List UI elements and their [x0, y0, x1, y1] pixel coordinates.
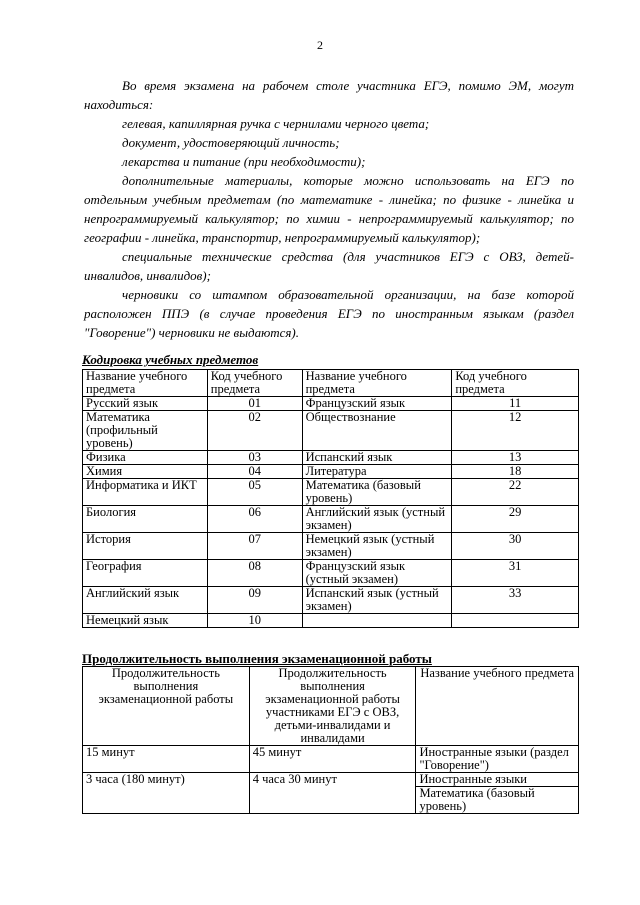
table-row — [83, 560, 579, 587]
table-row — [83, 451, 579, 465]
subject-name: Информатика и ИКТ — [83, 479, 208, 506]
subject-code: 22 — [452, 479, 579, 506]
subject-name: Английский язык — [83, 587, 208, 614]
subject-codes-table — [82, 369, 579, 628]
header-subject-name: Название учебного предмета — [83, 370, 208, 397]
subject-name: Иностранные языки — [416, 773, 579, 787]
table-row — [83, 587, 579, 614]
subject-name: Испанский язык — [302, 451, 452, 465]
subject-code: 01 — [207, 397, 302, 411]
coding-table-title: Кодировка учебных предметов — [82, 352, 259, 367]
subject-name: Французский язык (устный экзамен) — [302, 560, 452, 587]
subject-code: 30 — [452, 533, 579, 560]
subject-code: 06 — [207, 506, 302, 533]
table-row — [83, 465, 579, 479]
table-header-row — [83, 667, 579, 746]
subject-code — [452, 614, 579, 628]
duration: 3 часа (180 минут) — [83, 773, 250, 814]
exam-duration-table — [82, 666, 579, 814]
subject-code: 29 — [452, 506, 579, 533]
subject-name: Французский язык — [302, 397, 452, 411]
subject-name: История — [83, 533, 208, 560]
subject-code: 33 — [452, 587, 579, 614]
subject-name: Математика (профильный уровень) — [83, 411, 208, 451]
duration-ovz: 45 минут — [249, 746, 416, 773]
intro-paragraph: черновики со штампом образовательной организации, на базе которой расположен ППЭ (в случае проведения ЕГЭ по иностранным языкам (раздел "Говорение") черновики не выдаются). — [84, 287, 574, 340]
intro-paragraph: специальные технические средства (для участников ЕГЭ с ОВЗ, детей-инвалидов, инвалидов); — [84, 249, 574, 283]
subject-code: 02 — [207, 411, 302, 451]
table-row — [83, 479, 579, 506]
table-row — [83, 397, 579, 411]
subject-name — [302, 614, 452, 628]
intro-paragraph: гелевая, капиллярная ручка с чернилами черного цвета; — [122, 116, 430, 131]
duration: 15 минут — [83, 746, 250, 773]
subject-name: Испанский язык (устный экзамен) — [302, 587, 452, 614]
table-row — [83, 533, 579, 560]
subject-name: География — [83, 560, 208, 587]
subject-code: 31 — [452, 560, 579, 587]
subject-name: Математика (базовый уровень) — [302, 479, 452, 506]
subject-name: Биология — [83, 506, 208, 533]
subject-code: 13 — [452, 451, 579, 465]
subject-name: Немецкий язык (устный экзамен) — [302, 533, 452, 560]
subject-name: Литература — [302, 465, 452, 479]
table-row — [83, 773, 579, 787]
subject-name: Русский язык — [83, 397, 208, 411]
subject-name: Физика — [83, 451, 208, 465]
subject-code: 18 — [452, 465, 579, 479]
subject-name: Математика (базовый уровень) — [416, 787, 579, 814]
header-subject-name: Название учебного предмета — [416, 667, 579, 746]
subject-code: 07 — [207, 533, 302, 560]
subject-code: 05 — [207, 479, 302, 506]
table-row — [83, 614, 579, 628]
header-subject-code: Код учебного предмета — [207, 370, 302, 397]
intro-paragraph: Во время экзамена на рабочем столе участника ЕГЭ, помимо ЭМ, могут находиться: — [84, 78, 574, 112]
page-number: 2 — [317, 38, 323, 52]
subject-code: 03 — [207, 451, 302, 465]
subject-code: 09 — [207, 587, 302, 614]
header-subject-name: Название учебного предмета — [302, 370, 452, 397]
intro-paragraph: документ, удостоверяющий личность; — [122, 135, 340, 150]
header-duration-ovz: Продолжительность выполнения экзаменационной работы участниками ЕГЭ с ОВЗ, детьми-инвалидами и инвалидами — [249, 667, 416, 746]
table-header-row — [83, 370, 579, 397]
header-duration: Продолжительность выполнения экзаменационной работы — [83, 667, 250, 746]
subject-name: Иностранные языки (раздел "Говорение") — [416, 746, 579, 773]
intro-paragraph: лекарства и питание (при необходимости); — [122, 154, 366, 169]
subject-name: Английский язык (устный экзамен) — [302, 506, 452, 533]
subject-name: Немецкий язык — [83, 614, 208, 628]
subject-code: 11 — [452, 397, 579, 411]
exam-desk-rules — [84, 76, 574, 342]
intro-paragraph: дополнительные материалы, которые можно использовать на ЕГЭ по отдельным учебным предметам (по математике - линейка; по физике - линейка и непрограммируемый калькулятор; по химии - непрограммируемый калькулятор; по географии - линейка, транспортир, непрограммируемый калькулятор); — [84, 173, 574, 245]
table-row — [83, 506, 579, 533]
header-subject-code: Код учебного предмета — [452, 370, 579, 397]
table-row — [83, 411, 579, 451]
duration-table-title: Продолжительность выполнения экзаменационной работы — [82, 651, 432, 666]
subject-code: 04 — [207, 465, 302, 479]
subject-code: 10 — [207, 614, 302, 628]
subject-code: 12 — [452, 411, 579, 451]
subject-name: Обществознание — [302, 411, 452, 451]
subject-code: 08 — [207, 560, 302, 587]
table-row — [83, 746, 579, 773]
duration-ovz: 4 часа 30 минут — [249, 773, 416, 814]
subject-name: Химия — [83, 465, 208, 479]
